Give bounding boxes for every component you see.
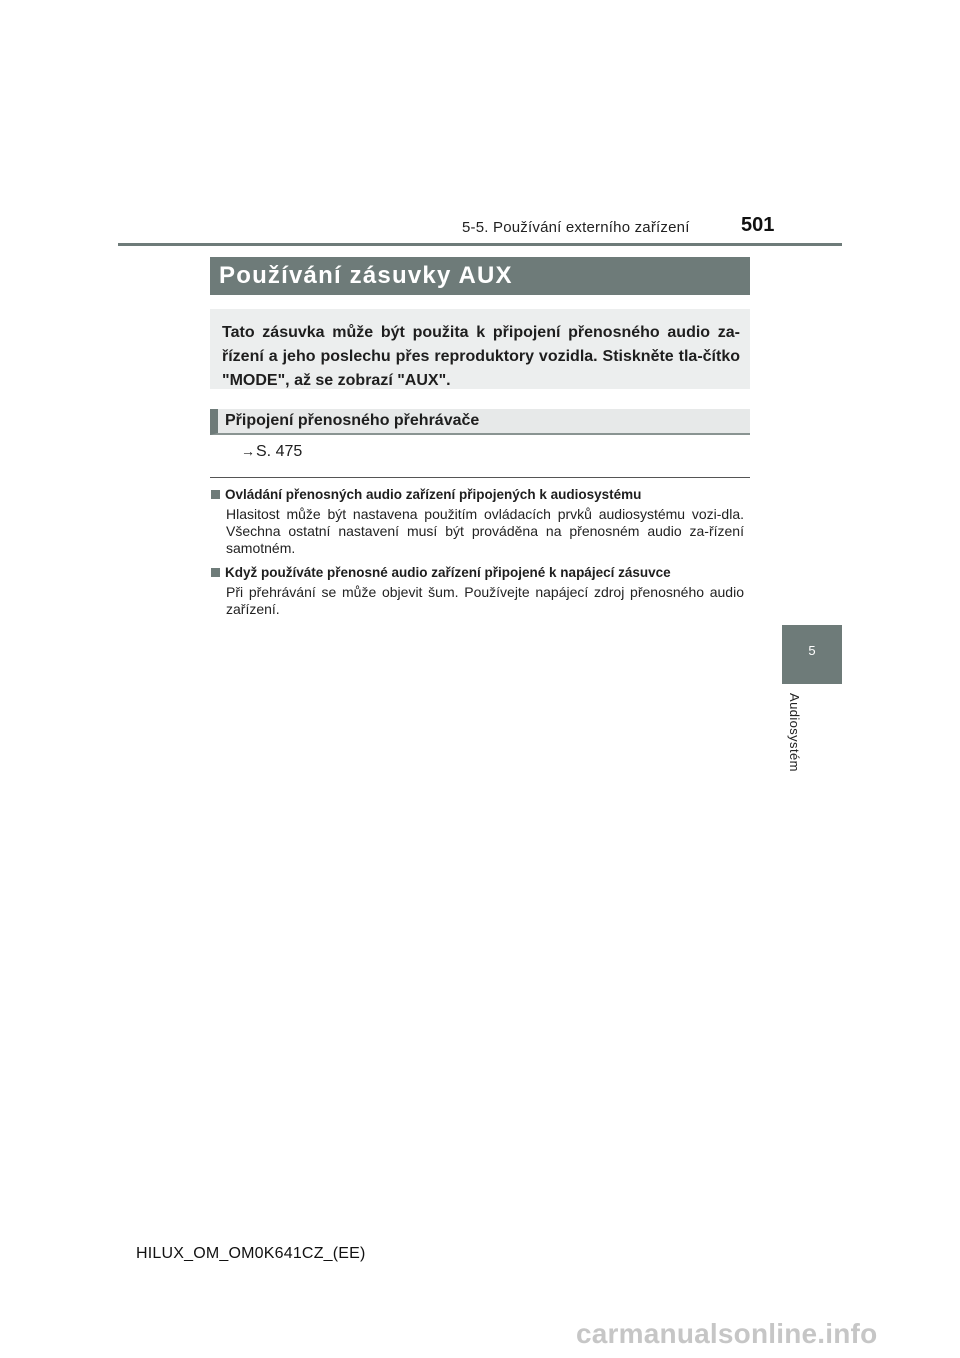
chapter-number: 5	[808, 643, 816, 658]
square-bullet-icon	[211, 490, 220, 499]
running-header-section: 5-5. Používání externího zařízení	[462, 219, 690, 236]
page-reference	[241, 443, 302, 461]
note-heading	[211, 565, 671, 580]
note-body: Při přehrávání se může objevit šum. Používejte napájecí zdroj přenosného audio zařízení.	[226, 584, 744, 617]
note-body: Hlasitost může být nastavena použitím ovládacích prvků audiosystému vozi-dla. Všechna ostatní nastavení musí být prováděna na přenosném audio za-řízení samotném.	[226, 506, 744, 556]
reference-link[interactable]: S. 475	[256, 443, 303, 460]
subsection-heading: Připojení přenosného přehrávače	[210, 409, 750, 435]
header-divider	[118, 243, 842, 246]
notes-divider	[210, 477, 750, 478]
arrow-right-icon: →	[241, 443, 255, 459]
page-number: 501	[741, 214, 775, 236]
section-title: Používání zásuvky AUX	[210, 257, 750, 295]
note-heading	[211, 487, 641, 502]
square-bullet-icon	[211, 568, 220, 577]
chapter-tab[interactable]	[782, 625, 842, 684]
intro-text: Tato zásuvka může být použita k připojení přenosného audio za-řízení a jeho poslechu přes reproduktory vozidla. Stiskněte tla-čítko "MODE", až se zobrazí "AUX".	[222, 324, 740, 389]
note-heading-text: Ovládání přenosných audio zařízení připojených k audiosystému	[225, 487, 642, 502]
chapter-label: Audiosystém	[787, 693, 802, 772]
document-code-footer: HILUX_OM_OM0K641CZ_(EE)	[136, 1245, 366, 1262]
note-heading-text: Když používáte přenosné audio zařízení připojené k napájecí zásuvce	[225, 565, 671, 580]
watermark: carmanualsonline.info	[576, 1318, 878, 1349]
intro-box	[210, 309, 750, 389]
